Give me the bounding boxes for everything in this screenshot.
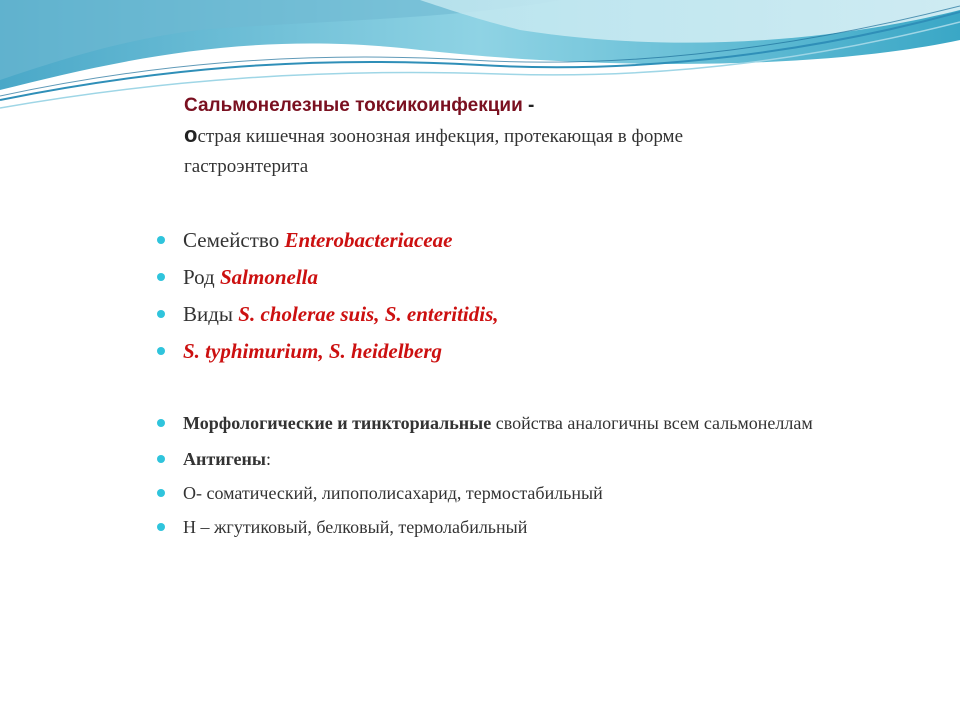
taxonomy-list [157, 222, 897, 370]
list-item-antigens [157, 446, 897, 472]
o-antigen-text: О- соматический, липополисахарид, термостабильный [183, 483, 603, 503]
title-block [184, 92, 904, 182]
title-dash: - [522, 95, 535, 116]
item-label: Род [183, 265, 220, 289]
h-antigen-text: Н – жгутиковый, белковый, термолабильный [183, 517, 528, 537]
title-main: Сальмонелезные токсикоинфекции [184, 95, 523, 116]
bullet-icon [157, 455, 165, 463]
list-item-species [157, 296, 897, 333]
bullet-icon [157, 236, 165, 244]
item-label: Виды [183, 302, 239, 326]
definition-line-1 [184, 120, 904, 152]
bullet-icon [157, 273, 165, 281]
bullet-icon [157, 523, 165, 531]
item-value: S. cholerae suis, S. enteritidis, [238, 302, 499, 326]
bullet-icon [157, 489, 165, 497]
properties-list [157, 410, 897, 548]
morphology-bold: Морфологические и тинкториальные [183, 413, 492, 433]
bullet-icon [157, 347, 165, 355]
item-value: S. typhimurium, S. heidelberg [183, 339, 443, 363]
definition-line-2: гастроэнтерита [184, 156, 309, 177]
definition-text: страя кишечная зоонозная инфекция, протекающая в форме [197, 126, 684, 147]
bullet-icon [157, 310, 165, 318]
antigens-colon: : [265, 449, 271, 469]
definition-first-letter: о [184, 122, 198, 147]
item-value: Salmonella [220, 265, 319, 289]
morphology-rest: свойства аналогичны всем сальмонеллам [491, 413, 813, 433]
list-item-morphology [157, 410, 897, 436]
list-item-species-cont [157, 333, 897, 370]
slide-title [184, 92, 904, 120]
item-label: Семейство [183, 228, 285, 252]
bullet-icon [157, 419, 165, 427]
antigens-bold: Антигены [183, 449, 266, 469]
list-item-o-antigen [157, 480, 897, 506]
list-item-h-antigen [157, 514, 897, 540]
item-value: Enterobacteriaceae [284, 228, 453, 252]
list-item-genus [157, 259, 897, 296]
list-item-family [157, 222, 897, 259]
